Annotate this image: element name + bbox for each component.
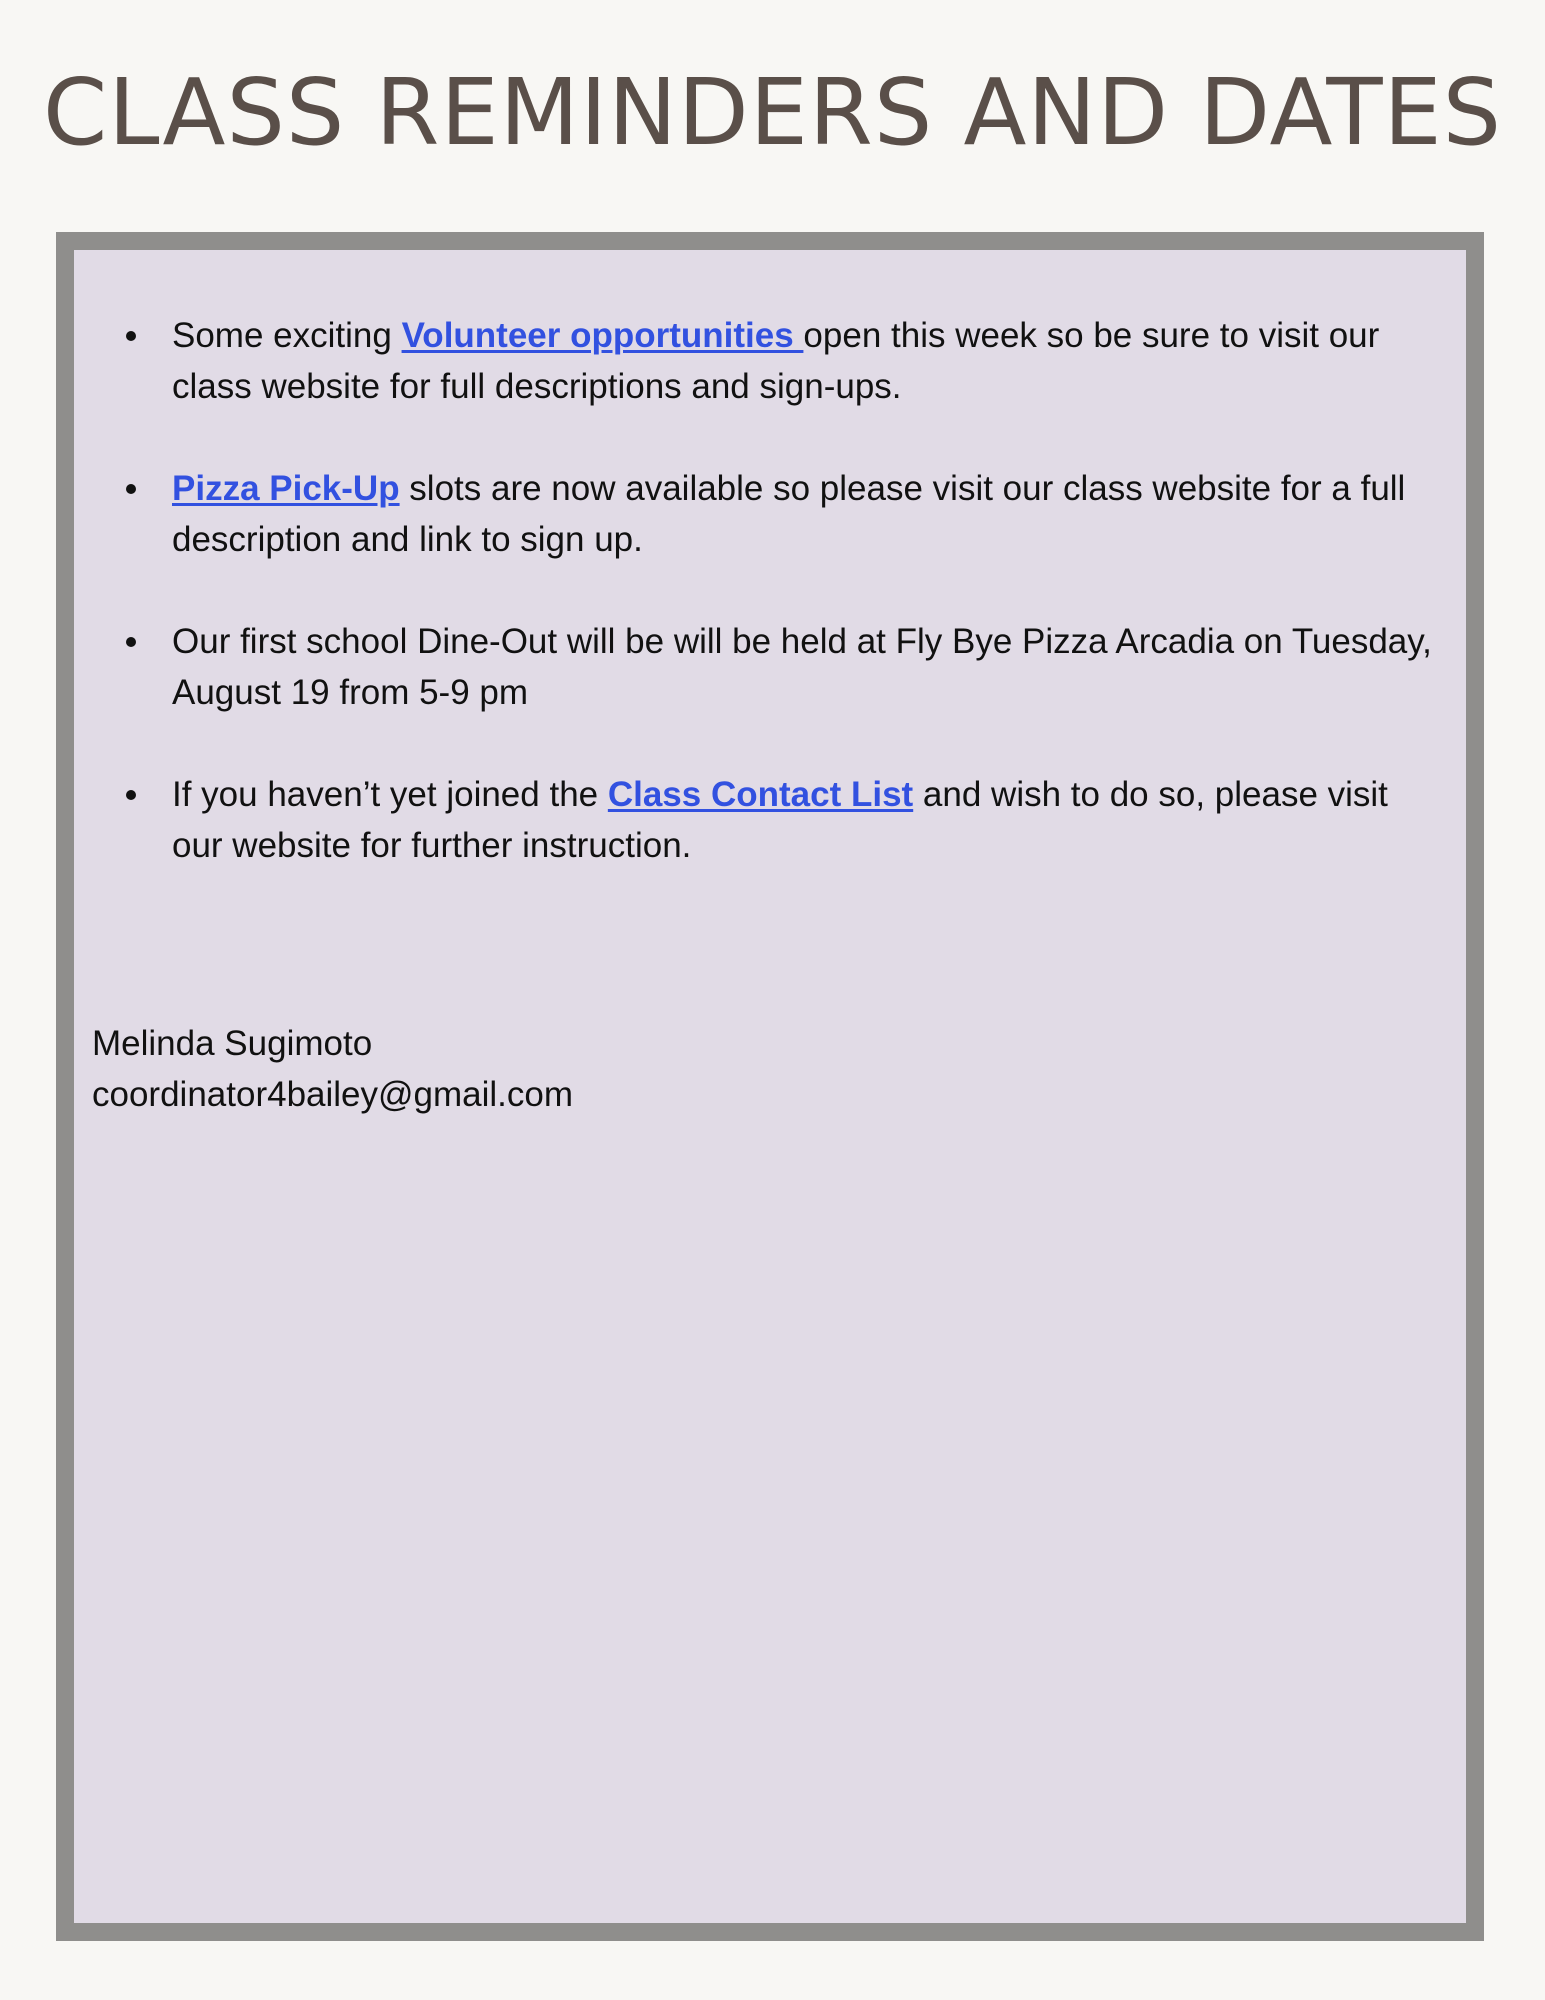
reminder-text: and wish to do so, please visit our website for further instruction. <box>172 775 1388 865</box>
reminder-item-volunteer <box>74 310 1466 412</box>
reminder-text: slots are now available so please visit our class website for a full description and link to sign up. <box>172 469 1406 559</box>
class-contact-list-link[interactable]: Class Contact List <box>607 775 914 814</box>
signature-block <box>92 1018 573 1120</box>
signature-name: Melinda Sugimoto <box>92 1024 373 1063</box>
reminder-list <box>74 310 1466 922</box>
reminder-text: open this week so be sure to visit our class website for full descriptions and sign-ups. <box>172 316 1380 406</box>
reminder-text: Our first school Dine-Out will be will be held at Fly Bye Pizza Arcadia on Tuesday, August 19 from 5-9 pm <box>172 622 1432 712</box>
page-title: CLASS REMINDERS AND DATES <box>42 59 1503 166</box>
reminder-item-contact-list <box>74 769 1466 871</box>
pizza-pick-up-link[interactable]: Pizza Pick-Up <box>172 469 400 508</box>
bullet-icon <box>126 484 136 494</box>
reminder-text: If you haven’t yet joined the <box>172 775 608 814</box>
reminder-text: Some exciting <box>172 316 402 355</box>
bullet-icon <box>126 790 136 800</box>
bullet-icon <box>126 331 136 341</box>
signature-email: coordinator4bailey@gmail.com <box>92 1075 574 1114</box>
reminder-item-pizza-pickup <box>74 463 1466 565</box>
bullet-icon <box>126 637 136 647</box>
volunteer-opportunities-link[interactable]: Volunteer opportunities <box>401 316 804 355</box>
reminders-panel <box>56 232 1484 1941</box>
reminder-item-dine-out <box>74 616 1466 718</box>
